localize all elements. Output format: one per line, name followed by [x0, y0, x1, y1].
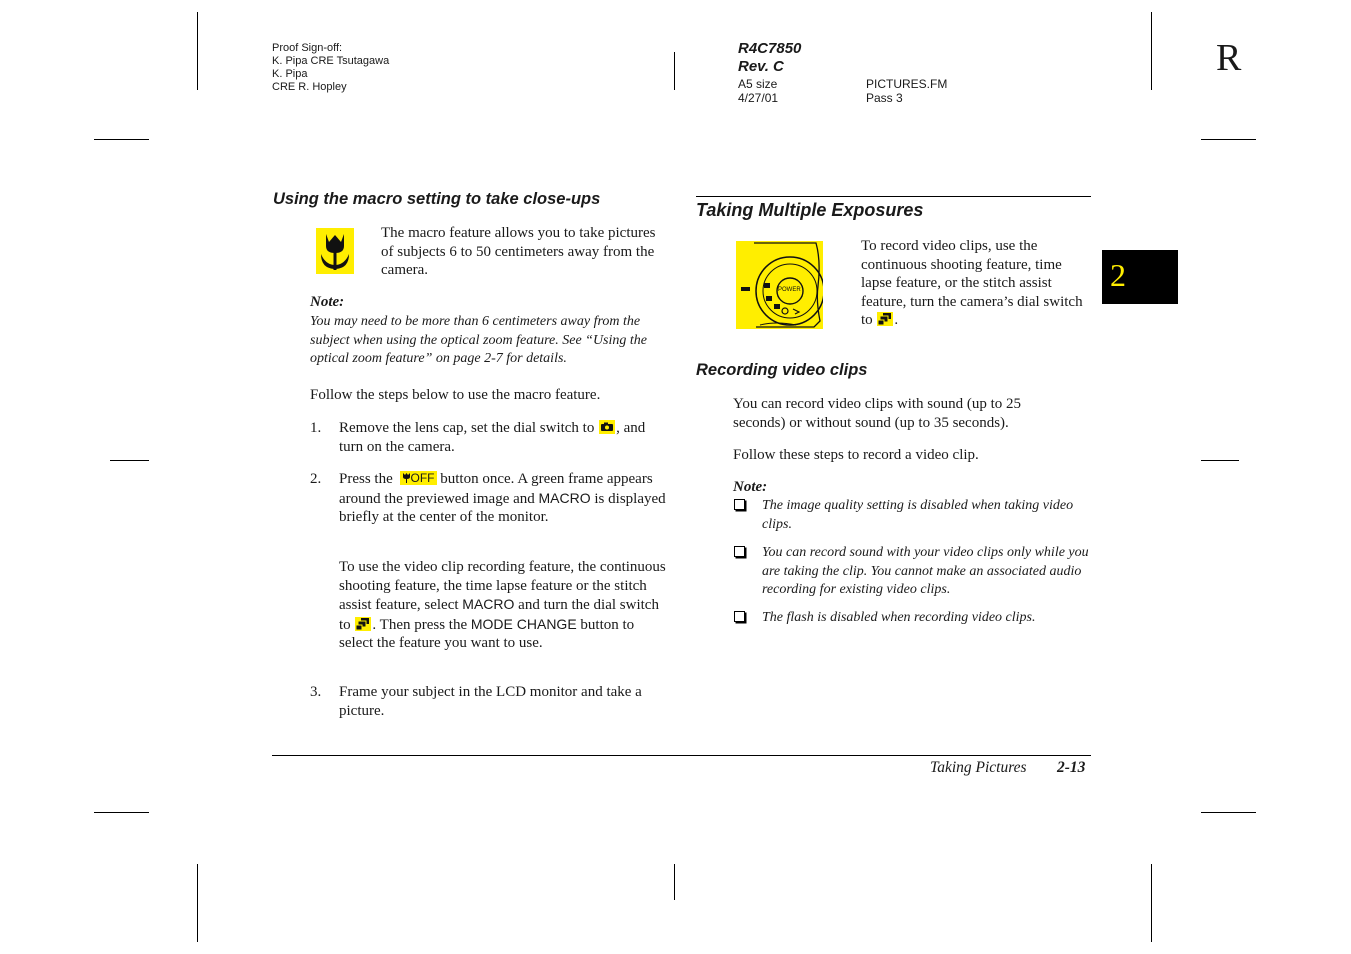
page-number: 2-13 [1057, 759, 1086, 776]
note-bullet-marker [734, 610, 745, 628]
note-text: You may need to be more than 6 centimeters away from the subject when using the optical zoom feature. See “Using the optical zoom feature” on page 2-7 for details. [310, 314, 647, 367]
checkbox-bullet-icon [734, 546, 745, 557]
note-bullet: You can record sound with your video clips only while you are taking the clip. You cannot make an associated audio recording for existing video clips. [762, 545, 1089, 598]
crop-mark [94, 139, 149, 140]
step-text: . Then press the [372, 616, 468, 633]
mode-dial-image [736, 241, 823, 329]
macro-off-button-icon [400, 471, 437, 485]
multi-exposure-icon [877, 312, 893, 326]
chapter-tab [1102, 250, 1178, 304]
corner-mark: R [1216, 37, 1242, 79]
footer-rule [272, 755, 1091, 756]
proof-line: K. Pipa CRE Tsutagawa [272, 55, 390, 67]
proof-signoff [272, 42, 389, 94]
macro-off-label: OFF [410, 471, 435, 485]
small-caps-text: MACRO [538, 489, 591, 506]
proof-line: K. Pipa [272, 68, 308, 80]
footer-section: Taking Pictures [930, 759, 1027, 776]
step-text: , and turn on the camera. [339, 420, 646, 455]
step-text: Press the [339, 471, 393, 487]
doc-date: 4/27/01 [738, 91, 779, 105]
crop-mark [1201, 460, 1239, 461]
small-caps-text: MODE CHANGE [470, 615, 577, 632]
crop-mark [1151, 12, 1152, 90]
multi-intro [861, 237, 1093, 330]
crop-mark [94, 812, 149, 813]
step-3: Frame your subject in the LCD monitor and take a picture. [339, 684, 642, 719]
step-text: is displayed briefly at the center of the monitor. [339, 490, 666, 526]
note-bullet-marker [734, 498, 745, 516]
crop-mark [674, 864, 675, 900]
macro-tulip-icon [316, 228, 354, 274]
video-p1: You can record video clips with sound (up to 25 seconds) or without sound (up to 35 seconds). [733, 396, 1022, 431]
crop-mark [674, 52, 675, 90]
note-bullet-marker [734, 545, 745, 563]
filename: PICTURES.FM [866, 77, 948, 91]
step-text: button once. A green frame appears around the previewed image and [339, 471, 653, 507]
video-p2: Follow these steps to record a video clip. [733, 447, 979, 463]
section-rule [696, 196, 1091, 197]
step-number: 3. [310, 684, 322, 700]
proof-line: Proof Sign-off: [272, 42, 343, 54]
step-number: 2. [310, 471, 322, 487]
checkbox-bullet-icon [734, 499, 745, 510]
multi-exposure-icon [355, 617, 371, 631]
step-1 [339, 419, 669, 456]
note-bullet: The flash is disabled when recording video clips. [762, 610, 1036, 625]
intro-text: . [894, 312, 899, 329]
proof-line: CRE R. Hopley [272, 81, 347, 93]
note-title: Note: [310, 294, 345, 310]
dial-power-label: POWER [778, 287, 801, 293]
step-text: To use the video clip recording feature, the continuous shooting feature, the time lapse feature or the stitch assist feature, select [339, 559, 666, 614]
revision: Rev. C [738, 58, 784, 75]
crop-mark [1201, 139, 1256, 140]
subsection-heading: Recording video clips [696, 361, 868, 379]
page-size: A5 size [738, 77, 778, 91]
note-title: Note: [733, 479, 768, 495]
checkbox-bullet-icon [734, 611, 745, 622]
crop-mark [1151, 864, 1152, 942]
doc-code: R4C7850 [738, 40, 802, 57]
note-bullet: The image quality setting is disabled when taking video clips. [762, 498, 1074, 532]
step-2 [339, 470, 669, 527]
chapter-number: 2 [1110, 257, 1126, 293]
section-heading: Taking Multiple Exposures [696, 200, 924, 220]
crop-mark [1201, 812, 1256, 813]
follow-steps: Follow the steps below to use the macro feature. [310, 387, 601, 403]
step-text: button to select the feature you want to use. [339, 616, 635, 652]
step-text: Remove the lens cap, set the dial switch to [339, 420, 595, 436]
step-number: 1. [310, 420, 322, 436]
macro-intro: The macro feature allows you to take pictures of subjects 6 to 50 centimeters away from the camera. [381, 225, 656, 279]
step-2-extra [339, 558, 671, 653]
crop-mark [197, 864, 198, 942]
pass-number: Pass 3 [866, 91, 903, 105]
step-text: and turn the dial switch to [339, 597, 659, 633]
section-heading: Using the macro setting to take close-ups [273, 190, 601, 208]
camera-mode-icon [599, 420, 615, 434]
small-caps-text: MACRO [462, 596, 515, 613]
crop-mark [197, 12, 198, 90]
intro-text: To record video clips, use the continuous shooting feature, time lapse feature, or the stitch assist feature, turn the camera’s dial switch to [861, 238, 1083, 329]
crop-mark [110, 460, 149, 461]
